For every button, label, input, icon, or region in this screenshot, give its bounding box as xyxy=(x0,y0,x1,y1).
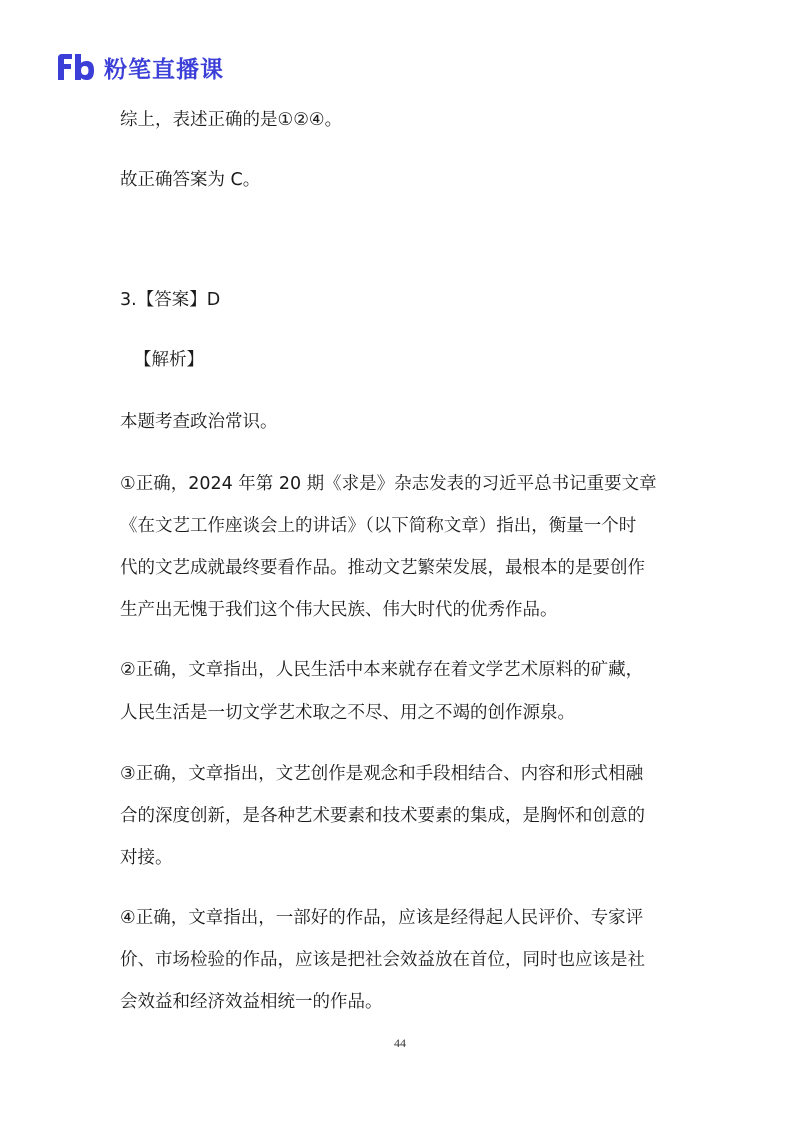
point-1-line-3: 代的文艺成就最终要看作品。推动文艺繁荣发展，最根本的是要创作 xyxy=(120,558,645,578)
question-answer-heading: 3.【答案】D xyxy=(120,290,221,310)
point-4-line-2: 价、市场检验的作品，应该是把社会效益放在首位，同时也应该是社 xyxy=(120,950,645,970)
page-number: 44 xyxy=(394,1036,406,1050)
answer-conclusion: 故正确答案为 C。 xyxy=(120,170,261,190)
brand-logo xyxy=(56,50,224,84)
point-2-line-2: 人民生活是一切文学艺术取之不尽、用之不竭的创作源泉。 xyxy=(120,703,575,723)
point-3-line-1: ③正确，文章指出，文艺创作是观念和手段相结合、内容和形式相融 xyxy=(120,764,644,784)
point-1-line-1: ①正确，2024 年第 20 期《求是》杂志发表的习近平总书记重要文章 xyxy=(120,474,657,494)
point-1-line-4: 生产出无愧于我们这个伟大民族、伟大时代的优秀作品。 xyxy=(120,600,558,620)
brand-name: 粉笔直播课 xyxy=(104,56,224,83)
point-4-line-1: ④正确，文章指出，一部好的作品，应该是经得起人民评价、专家评 xyxy=(120,908,644,928)
point-4-line-3: 会效益和经济效益相统一的作品。 xyxy=(120,992,383,1012)
summary-line: 综上，表述正确的是①②④。 xyxy=(120,110,343,130)
topic-line: 本题考查政治常识。 xyxy=(120,412,278,432)
point-2-line-1: ②正确，文章指出，人民生活中本来就存在着文学艺术原料的矿藏， xyxy=(120,660,644,680)
analysis-heading: 【解析】 xyxy=(134,350,204,370)
point-3-line-3: 对接。 xyxy=(120,848,173,868)
point-1-line-2: 《在文艺工作座谈会上的讲话》（以下简称文章）指出，衡量一个时 xyxy=(120,516,637,536)
fenbi-logo-icon xyxy=(56,52,96,82)
point-3-line-2: 合的深度创新，是各种艺术要素和技术要素的集成，是胸怀和创意的 xyxy=(120,806,645,826)
